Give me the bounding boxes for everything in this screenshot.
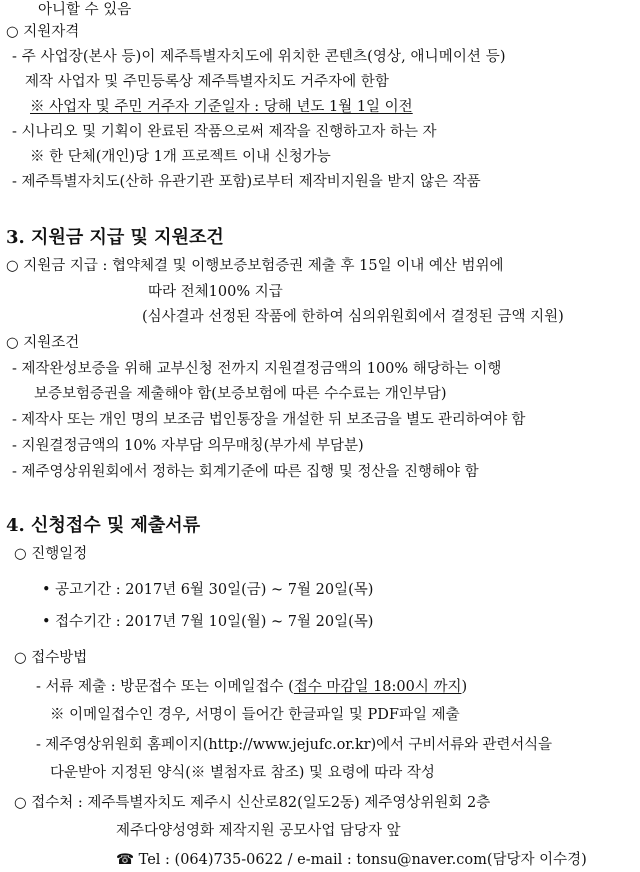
- text-line: - 제주영상위원회에서 정하는 회계기준에 따른 집행 및 정산을 진행해야 함: [12, 464, 479, 480]
- schedule-submission: • 접수기간 : 2017년 7월 10일(월) ~ 7월 20일(목): [42, 614, 374, 630]
- contact-line: [116, 850, 587, 870]
- text-line: 아니할 수 있음: [38, 2, 132, 18]
- section-item-schedule: ○ 진행일정: [14, 546, 88, 562]
- text-line: - 시나리오 및 기획이 완료된 작품으로써 제작을 진행하고자 하는 자: [12, 124, 437, 140]
- text-line: 제작 사업자 및 주민등록상 제주특별자치도 거주자에 한함: [25, 74, 389, 90]
- text-line: 다운받아 지정된 양식(※ 별첨자료 참조) 및 요령에 따라 작성: [50, 765, 435, 781]
- section-item-method: ○ 접수방법: [14, 650, 88, 666]
- text-line: 보증보험증권을 제출해야 함(보증보험에 따른 수수료는 개인부담): [34, 386, 447, 402]
- section-heading-3: 3. 지원금 지급 및 지원조건: [6, 227, 224, 248]
- text-line: - 제주영상위원회 홈페이지(http://www.jejufc.or.kr)에서 구비서류와 관련서식을: [36, 737, 552, 753]
- text-segment: ): [461, 679, 468, 695]
- section-item-office: ○ 접수처 : 제주특별자치도 제주시 신산로82(일도2동) 제주영상위원회 2층: [14, 795, 491, 811]
- text-line: 제주다양성영화 제작지원 공모사업 담당자 앞: [116, 823, 401, 839]
- text-line: [36, 677, 467, 697]
- phone-icon: ☎: [116, 852, 135, 868]
- text-line: - 주 사업장(본사 등)이 제주특별자치도에 위치한 콘텐츠(영상, 애니메이션 등): [12, 49, 506, 65]
- text-line: - 지원결정금액의 10% 자부담 의무매칭(부가세 부담분): [12, 438, 364, 454]
- section-item-payment: ○ 지원금 지급 : 협약체결 및 이행보증보험증권 제출 후 15일 이내 예산 범위에: [6, 258, 504, 274]
- note-line: ※ 사업자 및 주민 거주자 기준일자 : 당해 년도 1월 1일 이전: [30, 99, 413, 115]
- note-line: ※ 한 단체(개인)당 1개 프로젝트 이내 신청가능: [30, 149, 331, 165]
- text-line: - 제주특별자치도(산하 유관기관 포함)로부터 제작비지원을 받지 않은 작품: [12, 174, 481, 190]
- text-line: (심사결과 선정된 작품에 한하여 심의위원회에서 결정된 금액 지원): [142, 309, 564, 325]
- text-line: 따라 전체100% 지급: [148, 284, 283, 300]
- schedule-announcement: • 공고기간 : 2017년 6월 30일(금) ~ 7월 20일(목): [42, 582, 374, 598]
- text-line: - 제작사 또는 개인 명의 보조금 법인통장을 개설한 뒤 보조금을 별도 관리하여야 함: [12, 412, 526, 428]
- text-line: - 제작완성보증을 위해 교부신청 전까지 지원결정금액의 100% 해당하는 이행: [12, 361, 502, 377]
- note-line: ※ 이메일접수인 경우, 서명이 들어간 한글파일 및 PDF파일 제출: [50, 707, 460, 723]
- text-segment: - 서류 제출 : 방문접수 또는 이메일접수 (: [36, 679, 294, 695]
- section-item-conditions: ○ 지원조건: [6, 335, 80, 351]
- section-item-eligibility: ○ 지원자격: [6, 24, 80, 40]
- deadline-note: 접수 마감일 18:00시 까지: [293, 679, 462, 695]
- contact-text: Tel : (064)735-0622 / e-mail : tonsu@naver.com(담당자 이수경): [138, 852, 587, 868]
- section-heading-4: 4. 신청접수 및 제출서류: [6, 515, 201, 536]
